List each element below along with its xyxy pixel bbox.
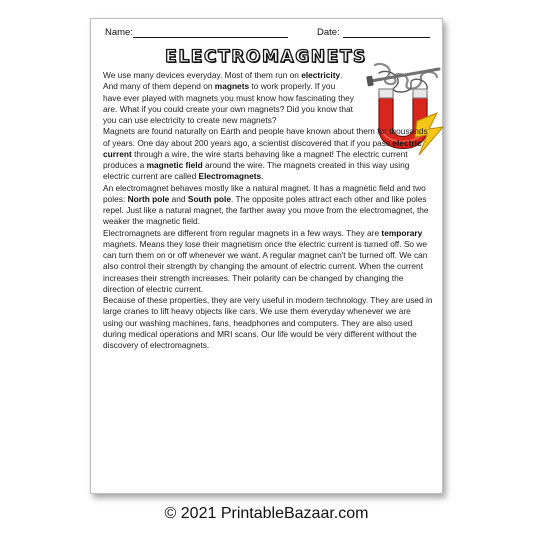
text-run: An electromagnet behaves mostly like a natural magnet. It has a magnetic field and two poles:	[103, 182, 426, 204]
paragraph-differences	[103, 228, 433, 296]
text-run: magnets. Means they lose their magnetism once the electric current is turned off. So we can turn them on or off whenever we want. A regular magnet can't be turned off. We can also control their strength by changing the amount of electric current. When the current increases their strength increases. Their polarity can be changed by changing the direction of electric current.	[103, 238, 428, 294]
text-run: Because of these properties, they are very useful in modern technology. They are used in large cranes to lift heavy objects like cars. We use them everyday whenever we are using our washing machines, fans, headphones and computers. They are also used during medical operations and MRI scans. Our life would be very different without the discovery of electromagnets.	[103, 295, 433, 350]
article-body	[103, 70, 433, 351]
text-run: We use many devices everyday. Most of them run on	[103, 70, 302, 80]
paragraph-poles	[103, 183, 433, 228]
paragraph-history	[103, 126, 433, 182]
bold-term: electric current	[103, 137, 422, 159]
text-run: through a wire, the wire starts behaving like a magnet! The electric current produces a	[103, 148, 408, 170]
text-run: . And many of them depend on	[103, 70, 343, 92]
worksheet-page	[90, 18, 443, 494]
bold-term: Electromagnets	[198, 171, 262, 182]
date-label: Date:	[317, 27, 340, 38]
worksheet-header	[105, 27, 430, 39]
name-blank-line	[133, 37, 288, 38]
copyright-footer: © 2021 PrintableBazaar.com	[164, 505, 369, 522]
paragraph-uses	[103, 295, 433, 351]
bold-term: magnetic field	[146, 160, 203, 170]
text-run: . The opposite poles attract each other and like poles repel. Just like a natural magnet, the farther away you move from the electromagnet, the weaker the magnetic field.	[103, 193, 429, 227]
text-run: Electromagnets are different from regular magnets in a few ways. They are	[103, 227, 382, 238]
name-label: Name:	[105, 27, 133, 38]
paragraph-intro	[103, 70, 355, 126]
bold-term: electricity	[301, 70, 341, 80]
text-run: to work properly. If you have ever played with magnets you must know how fascinating they are. What if you could create your own magnets? Did you know that you can use electricity to create new magnets?	[103, 81, 354, 125]
text-run: around the wire. The magnets created in this way using electric current are called	[103, 160, 410, 182]
bold-term: North pole	[127, 193, 170, 204]
bold-term: temporary	[381, 227, 423, 238]
text-run: and	[169, 193, 188, 204]
text-run: Magnets are found naturally on Earth and people have known about them for thousands of years. One day about 200 years ago, a scientist discovered that if you pass	[103, 126, 428, 148]
text-run: .	[261, 171, 264, 182]
bold-term: magnets	[214, 81, 250, 92]
bold-term: South pole	[187, 193, 231, 204]
page-title: ELECTROMAGNETS	[165, 47, 367, 67]
date-blank-line	[343, 37, 430, 38]
